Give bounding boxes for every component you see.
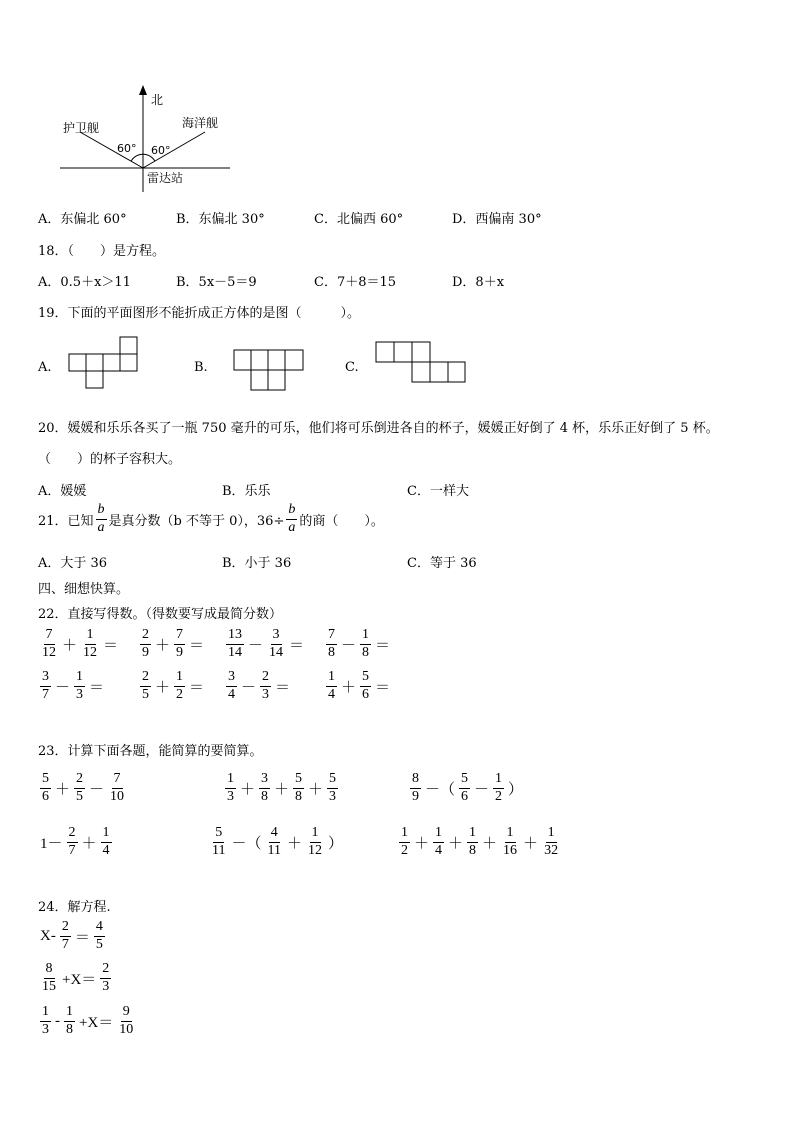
fraction: $\frac{1}{4}$ xyxy=(328,669,335,702)
q19-label-a[interactable]: A. xyxy=(38,360,52,375)
operator: ＝ xyxy=(103,637,119,654)
operator: X- xyxy=(40,927,56,944)
q20-stem2: （ ）的杯子容积大。 xyxy=(38,452,182,467)
fraction: $\frac{1}{32}$ xyxy=(544,825,559,858)
operator: ＝ xyxy=(289,637,305,654)
fraction: $\frac{4}{5}$ xyxy=(95,919,103,952)
q18-option-b[interactable]: B．5x－5＝9 xyxy=(176,275,257,290)
fraction: $\frac{8}{15}$ xyxy=(42,961,56,994)
section-4-title: 四、细想快算。 xyxy=(38,582,130,597)
operator: － xyxy=(341,637,357,654)
q22-stem: 22．直接写得数。（得数要写成最简分数） xyxy=(38,607,283,622)
q21-option-b[interactable]: B．小于 36 xyxy=(222,556,292,571)
fraction: $\frac{5}{6}$ xyxy=(362,669,370,702)
q18-option-c[interactable]: C．7＋8＝15 xyxy=(314,275,397,290)
q23-expression-1 xyxy=(38,772,128,804)
q24-equation-2 xyxy=(38,962,113,994)
operator: ＝ xyxy=(189,637,205,654)
operator: ＝ xyxy=(189,679,205,696)
q24-stem: 24．解方程. xyxy=(38,900,111,915)
q23-expression-4 xyxy=(38,826,114,858)
q18-option-d[interactable]: D．8＋x xyxy=(452,275,505,290)
fraction: $\frac{1}{2}$ xyxy=(401,825,408,858)
q22-item xyxy=(224,670,292,702)
q21-post: 的商（ ）。 xyxy=(299,513,384,529)
q20-option-a[interactable]: A．媛媛 xyxy=(38,484,87,499)
operator: - xyxy=(55,1012,60,1029)
fraction: $\frac{2}{5}$ xyxy=(76,771,84,804)
operator: ＋ xyxy=(55,781,71,798)
q21-stem xyxy=(38,503,384,535)
angle-left-label: 60° xyxy=(117,142,137,155)
q22-item xyxy=(38,628,120,660)
fraction: $\frac{2}{3}$ xyxy=(262,669,270,702)
q21-mid: 是真分数（b 不等于 0），36÷ xyxy=(108,513,285,529)
operator: ＝ xyxy=(89,679,105,696)
q23-expression-3 xyxy=(408,772,525,804)
right-ship-label: 海洋舰 xyxy=(182,116,219,130)
fraction: $\frac{1}{16}$ xyxy=(503,825,518,858)
operator: － xyxy=(474,781,490,798)
operator: － xyxy=(241,679,257,696)
q21-option-a[interactable]: A．大于 36 xyxy=(38,556,108,571)
operator: － xyxy=(89,781,105,798)
fraction: $\frac{1}{2}$ xyxy=(495,771,503,804)
fraction: $\frac{2}{7}$ xyxy=(68,825,76,858)
operator: ＋ xyxy=(274,781,290,798)
fraction: $\frac{13}{14}$ xyxy=(228,627,242,660)
angle-right-label: 60° xyxy=(151,144,171,157)
q22-item xyxy=(324,670,392,702)
fraction: $\frac{8}{9}$ xyxy=(412,771,419,804)
q23-expression-6 xyxy=(397,826,562,858)
fraction: $\frac{1}{4}$ xyxy=(435,825,443,858)
q17-option-a[interactable]: A．东偏北 60° xyxy=(38,212,127,227)
fraction: $\frac{1}{3}$ xyxy=(76,669,84,702)
operator: 1－ xyxy=(40,835,63,852)
operator: ） xyxy=(328,835,344,852)
q17-option-c[interactable]: C．北偏西 60° xyxy=(314,212,404,227)
cube-net-a xyxy=(68,334,140,398)
q24-equation-3 xyxy=(38,1005,137,1037)
north-label: 北 xyxy=(151,93,164,107)
q20-option-c[interactable]: C．一样大 xyxy=(407,484,469,499)
q18-stem: 18．（ ）是方程。 xyxy=(38,244,166,259)
q22-item xyxy=(38,670,106,702)
fraction: $\frac{7}{9}$ xyxy=(176,627,184,660)
operator: ＋ xyxy=(448,835,464,852)
fraction: $\frac{1}{12}$ xyxy=(83,627,98,660)
q20-stem: 20．媛媛和乐乐各买了一瓶 750 毫升的可乐，他们将可乐倒进各自的杯子，媛媛正好倒了 4 杯，乐乐正好倒了 5 杯。 xyxy=(38,421,719,436)
fraction: $\frac{1}{4}$ xyxy=(102,825,110,858)
operator: ＋ xyxy=(482,835,498,852)
operator: －（ xyxy=(425,781,456,798)
operator: ＋ xyxy=(155,637,171,654)
operator: － xyxy=(248,637,264,654)
fraction: $\frac{2}{3}$ xyxy=(102,961,110,994)
fraction: $\frac{2}{7}$ xyxy=(61,919,69,952)
operator: ＋ xyxy=(81,835,97,852)
operator: ＋ xyxy=(155,679,171,696)
fraction: $\frac{7}{10}$ xyxy=(110,771,125,804)
q22-item xyxy=(138,628,206,660)
fraction: $\frac{1}{12}$ xyxy=(308,825,322,858)
fraction: $\frac{3}{14}$ xyxy=(269,627,284,660)
operator: －（ xyxy=(231,835,262,852)
fraction: $\frac{5}{8}$ xyxy=(295,771,303,804)
operator: ＋ xyxy=(414,835,430,852)
fraction: $\frac{1}{3}$ xyxy=(42,1004,49,1037)
fraction: $\frac{4}{11}$ xyxy=(267,825,281,858)
operator: ＝ xyxy=(74,929,90,946)
fraction: $\frac{1}{8}$ xyxy=(66,1004,73,1037)
q19-label-b[interactable]: B. xyxy=(194,360,208,375)
operator: ） xyxy=(508,781,524,798)
q22-item xyxy=(324,628,392,660)
q17-option-b[interactable]: B．东偏北 30° xyxy=(176,212,265,227)
fraction: $\frac{3}{4}$ xyxy=(228,669,235,702)
north-arrow-icon xyxy=(139,85,147,95)
q22-item xyxy=(138,670,206,702)
q18-option-a[interactable]: A．0.5＋x＞11 xyxy=(38,275,131,290)
q23-expression-2 xyxy=(223,772,340,804)
operator: ＋ xyxy=(62,637,78,654)
q21-pre: 21．已知 xyxy=(38,513,94,529)
compass-diagram xyxy=(55,82,235,192)
fraction: $\frac{7}{8}$ xyxy=(328,627,335,660)
left-ship-label: 护卫舰 xyxy=(63,121,100,135)
cube-net-c xyxy=(375,340,467,386)
q19-label-c[interactable]: C. xyxy=(345,360,359,375)
operator: ＋ xyxy=(240,781,256,798)
station-label: 雷达站 xyxy=(147,171,184,185)
operator: ＋ xyxy=(286,835,302,852)
operator: ＝ xyxy=(375,637,391,654)
operator: － xyxy=(55,679,71,696)
fraction: $\frac{1}{8}$ xyxy=(469,825,477,858)
fraction: $\frac{7}{12}$ xyxy=(42,627,56,660)
fraction: $\frac{5}{11}$ xyxy=(212,825,226,858)
fraction: $\frac{5}{3}$ xyxy=(329,771,337,804)
fraction: $\frac{1}{8}$ xyxy=(362,627,370,660)
q24-equation-1 xyxy=(38,920,107,952)
q23-stem: 23．计算下面各题，能简算的要简算。 xyxy=(38,744,263,759)
q17-option-d[interactable]: D．西偏南 30° xyxy=(452,212,542,227)
q22-item xyxy=(224,628,306,660)
fraction: $\frac{2}{9}$ xyxy=(142,627,149,660)
operator: ＋ xyxy=(308,781,324,798)
operator: ＋ xyxy=(341,679,357,696)
operator: ＋ xyxy=(523,835,539,852)
fraction: $\frac{3}{8}$ xyxy=(261,771,269,804)
operator: ＝ xyxy=(275,679,291,696)
q21-fraction-2: $\frac{b}{a}$ xyxy=(288,502,296,535)
fraction: $\frac{5}{6}$ xyxy=(461,771,469,804)
fraction: $\frac{2}{5}$ xyxy=(142,669,149,702)
fraction: $\frac{9}{10}$ xyxy=(119,1004,134,1037)
q21-option-c[interactable]: C．等于 36 xyxy=(407,556,477,571)
operator: +X＝ xyxy=(62,971,97,988)
q23-expression-5 xyxy=(208,826,345,858)
fraction: $\frac{5}{6}$ xyxy=(42,771,49,804)
q20-option-b[interactable]: B．乐乐 xyxy=(222,484,271,499)
fraction: $\frac{3}{7}$ xyxy=(42,669,49,702)
cube-net-b xyxy=(233,348,307,392)
operator: ＝ xyxy=(375,679,391,696)
q19-stem: 19．下面的平面图形不能折成正方体的是图（ ）。 xyxy=(38,306,361,321)
fraction: $\frac{1}{3}$ xyxy=(227,771,234,804)
fraction: $\frac{1}{2}$ xyxy=(176,669,184,702)
operator: +X＝ xyxy=(79,1014,114,1031)
q21-fraction-1: $\frac{b}{a}$ xyxy=(97,502,105,535)
